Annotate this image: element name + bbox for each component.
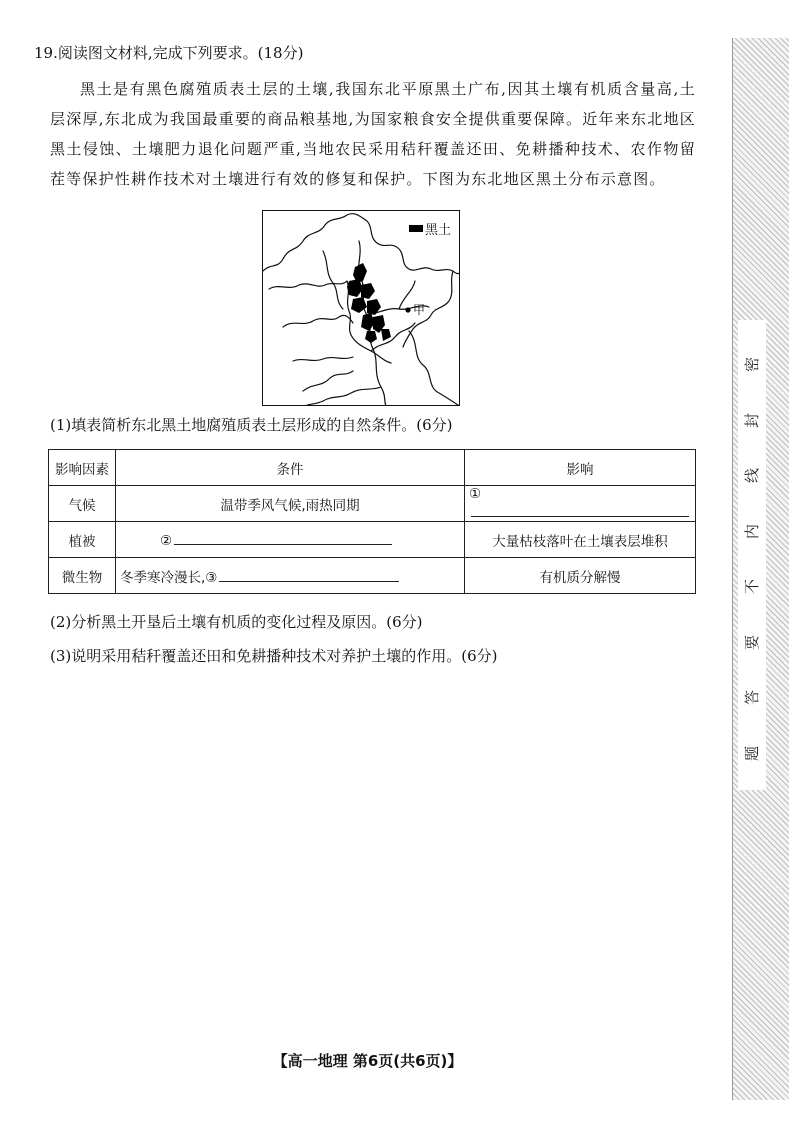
map-legend	[409, 219, 451, 238]
river	[323, 251, 343, 309]
binding-char: 内	[743, 523, 762, 539]
coastline	[303, 371, 353, 391]
factor-cell: 气候	[49, 486, 116, 522]
legend-label: 黑土	[424, 223, 451, 238]
black-soil-map	[262, 210, 460, 406]
table-row	[49, 522, 696, 558]
effect-cell: 大量枯枝落叶在土壤表层堆积	[465, 522, 696, 558]
table-header: 影响因素	[49, 450, 116, 486]
condition-cell: 温带季风气候,雨热同期	[116, 486, 465, 522]
sub-question-2: (2)分析黑土开垦后土壤有机质的变化过程及原因。(6分)	[50, 613, 423, 631]
black-soil-patch	[367, 299, 381, 315]
condition-cell[interactable]	[116, 522, 465, 558]
answer-marker: ②	[160, 533, 173, 549]
table-header-row	[49, 450, 696, 486]
table-row	[49, 486, 696, 522]
border-line	[403, 271, 453, 347]
answer-blank[interactable]	[219, 567, 399, 582]
answer-blank[interactable]	[471, 502, 689, 517]
conditions-table	[48, 449, 696, 594]
coastline	[409, 331, 460, 406]
place-label: 甲	[413, 303, 426, 317]
black-soil-patch	[381, 329, 391, 341]
black-soil-area	[347, 263, 391, 343]
effect-cell: 有机质分解慢	[465, 558, 696, 594]
question-paragraph: 黑土是有黑色腐殖质表土层的土壤,我国东北平原黑土广布,因其土壤有机质含量高,土层深厚,东北成为我国最重要的商品粮基地,为国家粮食安全提供重要保障。近年来东北地区黑土侵蚀、土壤肥力退化问题严重,当地农民采用秸秆覆盖还田、免耕播种技术、农作物留茬等保护性耕作技术对土壤进行有效的修复和保护。下图为东北地区黑土分布示意图。	[50, 80, 696, 188]
black-soil-patch	[361, 283, 375, 299]
binding-char: 答	[743, 690, 762, 706]
question-title: 19.阅读图文材料,完成下列要求。(18分)	[34, 44, 304, 62]
table-row	[49, 558, 696, 594]
black-soil-patch	[361, 313, 375, 331]
effect-cell[interactable]	[465, 486, 696, 522]
legend-swatch	[409, 225, 423, 232]
answer-blank[interactable]	[174, 530, 392, 545]
binding-char: 线	[743, 468, 762, 484]
condition-cell[interactable]	[116, 558, 465, 594]
binding-char: 封	[743, 412, 762, 428]
black-soil-patch	[365, 331, 377, 343]
binding-char: 要	[743, 634, 762, 650]
answer-marker: 冬季寒冷漫长,③	[120, 569, 218, 586]
answer-marker: ①	[469, 486, 482, 502]
factor-cell: 植被	[49, 522, 116, 558]
river	[303, 387, 381, 406]
page-footer: 【高一地理 第6页(共6页)】	[272, 1052, 463, 1070]
table-header: 条件	[116, 450, 465, 486]
city-dot	[405, 307, 410, 312]
sub-question-1: (1)填表简析东北黑土地腐殖质表土层形成的自然条件。(6分)	[50, 416, 453, 434]
sub-question-3: (3)说明采用秸秆覆盖还田和免耕播种技术对养护土壤的作用。(6分)	[50, 647, 498, 665]
province-boundary	[293, 357, 353, 361]
binding-strip-text	[738, 320, 766, 790]
factor-cell: 微生物	[49, 558, 116, 594]
map-drawing	[263, 211, 460, 406]
binding-char: 不	[743, 579, 762, 595]
province-boundary	[283, 315, 353, 327]
binding-char: 密	[743, 356, 762, 373]
table-header: 影响	[465, 450, 696, 486]
binding-char: 题	[743, 745, 762, 761]
